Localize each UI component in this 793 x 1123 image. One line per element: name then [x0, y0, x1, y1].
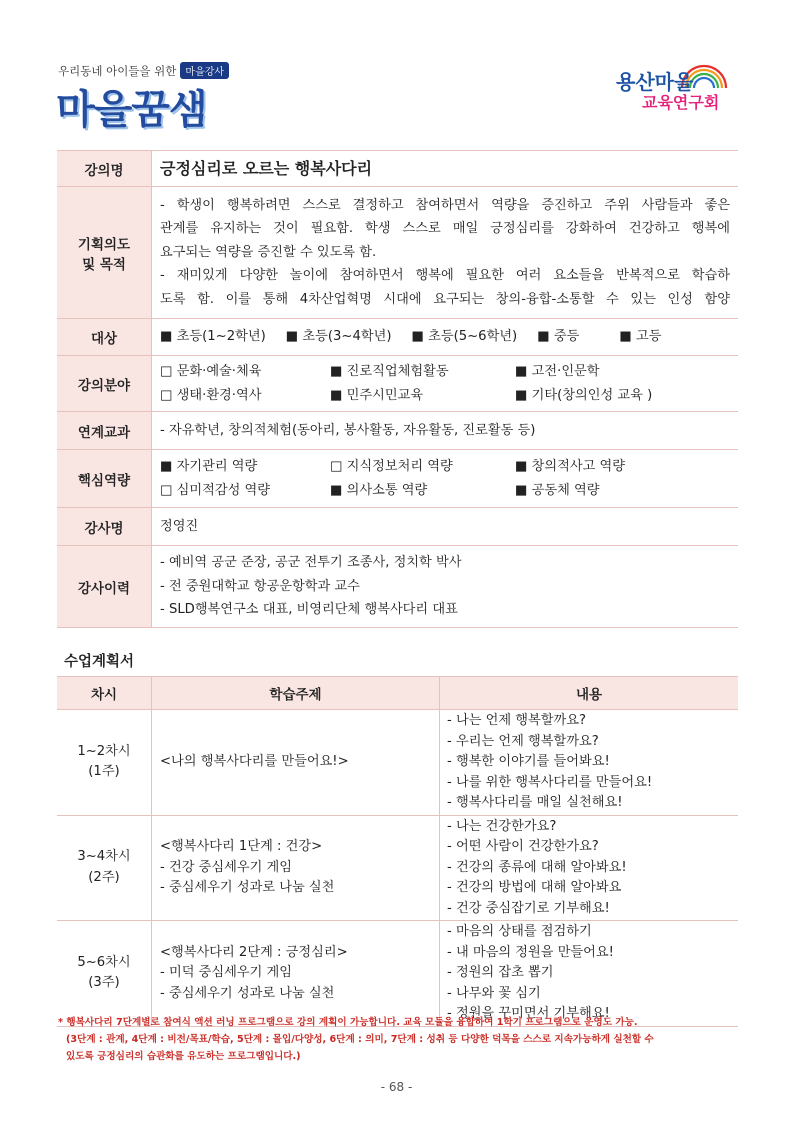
- field-options: [152, 356, 739, 412]
- row-field: [57, 356, 738, 412]
- session-week: (1주): [88, 764, 120, 780]
- row-target: [57, 319, 738, 356]
- topic-line: - 중심세우기 성과로 나눔 실천: [160, 880, 335, 895]
- career-text: [152, 546, 739, 628]
- course-title: 긍정심리로 오르는 행복사다리: [152, 151, 739, 187]
- purpose-line: 도록 함. 이를 통해 4차산업혁명 시대에 요구되는 창의-융합-소통할 수 있는 인성 함양: [160, 291, 730, 307]
- career-line: - 전 중원대학교 항공운항학과 교수: [160, 578, 360, 594]
- topic-line: <행복사다리 1단계 : 건강>: [160, 839, 323, 854]
- table-row: [57, 815, 738, 921]
- label-career: 강사이력: [57, 546, 152, 628]
- competency-option: ■ 창의적사고 역량: [515, 459, 626, 474]
- content-cell: [440, 921, 739, 1027]
- career-line: - 예비역 공군 준장, 공군 전투기 조종사, 정치학 박사: [160, 555, 462, 571]
- row-instructor: [57, 508, 738, 546]
- label-purpose-line1: 기획의도: [77, 236, 131, 253]
- session-cell: [57, 921, 152, 1027]
- footnote-line: * 행복사다리 7단계별로 참여식 액션 러닝 프로그램으로 강의 계획이 가능합니다. 교육 모듈을 융합하여 1학기 프로그램으로 운영도 가능.: [58, 1017, 638, 1028]
- field-option: ■ 고전·인문학: [515, 364, 600, 379]
- table-row: [57, 921, 738, 1027]
- header-subtitle: 우리동네 아이들을 위한: [58, 63, 177, 78]
- topic-cell: [152, 815, 440, 921]
- field-option: ■ 진로직업체험활동: [330, 364, 449, 379]
- target-option: ■ 고등: [619, 329, 662, 345]
- target-options: [152, 319, 739, 356]
- career-line: - SLD행복연구소 대표, 비영리단체 행복사다리 대표: [160, 602, 458, 618]
- content-line: - 나를 위한 행복사다리를 만들어요!: [447, 774, 653, 790]
- plan-heading: 수업계획서: [64, 654, 135, 670]
- competency-options: [152, 450, 739, 508]
- content-line: - 우리는 언제 행복할까요?: [447, 733, 599, 749]
- content-cell: [440, 710, 739, 816]
- session-label: 5~6차시: [77, 954, 131, 970]
- content-line: - 내 마음의 정원을 만들어요!: [447, 944, 614, 960]
- topic-cell: [152, 921, 440, 1027]
- page-number: - 68 -: [380, 1080, 413, 1094]
- label-subject: 연계교과: [57, 412, 152, 450]
- competency-option: ■ 공동체 역량: [515, 482, 600, 498]
- label-purpose: [57, 187, 152, 319]
- target-option: ■ 초등(1~2학년): [160, 329, 266, 345]
- subject-value: - 자유학년, 창의적체험(동아리, 봉사활동, 자유활동, 진로활동 등): [152, 412, 739, 450]
- lesson-plan-table: [57, 676, 738, 1027]
- content-cell: [440, 815, 739, 921]
- label-purpose-line2: 및 목적: [82, 256, 126, 273]
- session-label: 1~2차시: [77, 743, 131, 759]
- content-line: - 건강의 종류에 대해 알아봐요!: [447, 859, 627, 875]
- plan-header-row: [57, 677, 738, 710]
- col-content: 내용: [440, 677, 739, 710]
- target-option: ■ 초등(3~4학년): [285, 329, 392, 345]
- target-option: ■ 중등: [537, 329, 580, 345]
- content-line: - 정원의 잡초 뽑기: [447, 965, 554, 980]
- content-line: - 행복한 이야기를 들어봐요!: [447, 754, 610, 769]
- logo: [612, 54, 742, 116]
- purpose-line: - 재미있게 다양한 놀이에 참여하면서 행복에 필요한 여러 요소들을 반복적으로 학습하: [160, 268, 730, 284]
- row-competency: [57, 450, 738, 508]
- content-line: - 정원을 꾸미면서 기부해요!: [447, 1006, 610, 1021]
- content-line: - 마음의 상태를 점검하기: [447, 924, 592, 939]
- field-option: ■ 민주시민교육: [330, 387, 424, 403]
- header-subtitle-row: [58, 62, 229, 79]
- purpose-line: - 학생이 행복하려면 스스로 결정하고 참여하면서 역량을 증진하고 주위 사람들과 좋은: [160, 197, 730, 213]
- content-line: - 행복사다리를 매일 실천해요!: [447, 795, 623, 810]
- topic-line: - 건강 중심세우기 게임: [160, 859, 292, 875]
- row-purpose: [57, 187, 738, 319]
- logo-text-top: 용산마을: [616, 70, 694, 94]
- label-instructor: 강사명: [57, 508, 152, 546]
- session-label: 3~4차시: [77, 849, 131, 865]
- competency-option: ■ 자기관리 역량: [160, 459, 258, 474]
- topic-line: <나의 행복사다리를 만들어요!>: [160, 754, 349, 769]
- instructor-name: 정영진: [152, 508, 739, 546]
- footnote: [58, 1014, 738, 1065]
- session-week: (2주): [88, 869, 120, 885]
- competency-option: ■ 의사소통 역량: [330, 482, 428, 498]
- table-row: [57, 710, 738, 816]
- field-option: □ 생태·환경·역사: [160, 387, 262, 403]
- col-session: 차시: [57, 677, 152, 710]
- row-course: [57, 151, 738, 187]
- topic-cell: [152, 710, 440, 816]
- content-line: - 나는 언제 행복할까요?: [447, 713, 586, 728]
- col-topic: 학습주제: [152, 677, 440, 710]
- header-title: 마을꿈샘: [56, 87, 207, 133]
- field-option: □ 문화·예술·체육: [160, 364, 262, 379]
- label-field: 강의분야: [57, 356, 152, 412]
- competency-option: □ 지식정보처리 역량: [330, 459, 453, 474]
- topic-line: <행복사다리 2단계 : 긍정심리>: [160, 944, 348, 960]
- label-target: 대상: [57, 319, 152, 356]
- purpose-line: 요구되는 역량을 증진할 수 있도록 함.: [160, 244, 377, 260]
- footnote-line: (3단계 : 관계, 4단계 : 비전/목표/학습, 5단계 : 몰입/다양성, 6단계 : 의미, 7단계 : 성취 등 다양한 덕목을 스스로 지속가능하게 실천할 수: [66, 1034, 654, 1045]
- row-subject: [57, 412, 738, 450]
- competency-option: □ 심미적감성 역량: [160, 482, 271, 498]
- header-badge: 마을강사: [180, 62, 229, 79]
- footnote-line: 있도록 긍정심리의 습관화를 유도하는 프로그램입니다.): [66, 1051, 301, 1062]
- topic-line: - 미덕 중심세우기 게임: [160, 965, 292, 980]
- label-competency: 핵심역량: [57, 450, 152, 508]
- row-career: [57, 546, 738, 628]
- content-line: - 건강의 방법에 대해 알아봐요: [447, 880, 622, 895]
- label-course: 강의명: [57, 151, 152, 187]
- content-line: - 어떤 사람이 건강한가요?: [447, 839, 599, 854]
- purpose-text: [152, 187, 739, 319]
- field-option: ■ 기타(창의인성 교육 ): [515, 387, 653, 403]
- content-line: - 나무와 꽃 심기: [447, 985, 541, 1001]
- session-cell: [57, 710, 152, 816]
- purpose-line: 관계를 유지하는 것이 필요함. 학생 스스로 매일 긍정심리를 강화하여 건강하고 행복에: [160, 221, 730, 237]
- session-week: (3주): [88, 975, 120, 991]
- session-cell: [57, 815, 152, 921]
- target-option: ■ 초등(5~6학년): [411, 329, 518, 345]
- course-info-table: [57, 150, 738, 628]
- content-line: - 나는 건강한가요?: [447, 818, 557, 834]
- logo-text-bottom: 교육연구회: [642, 93, 720, 112]
- content-line: - 건강 중심잡기로 기부해요!: [447, 900, 610, 916]
- topic-line: - 중심세우기 성과로 나눔 실천: [160, 985, 335, 1001]
